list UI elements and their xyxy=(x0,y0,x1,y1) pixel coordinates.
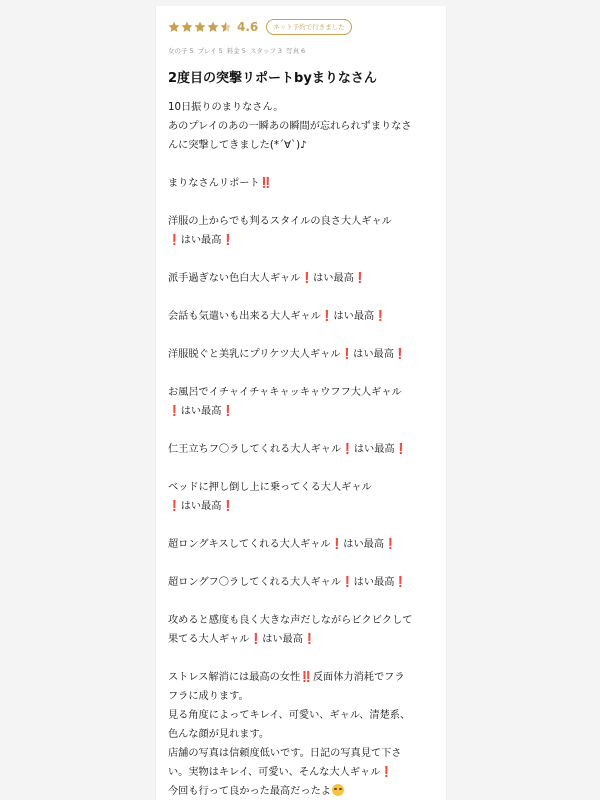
double-exclamation-icon: ‼️ xyxy=(300,672,313,683)
body-line: ベッドに押し倒し上に乗ってくる大人ギャル xyxy=(168,482,372,493)
body-line: はい最高 xyxy=(353,349,394,360)
review-body xyxy=(168,98,436,800)
paragraph-item-6 xyxy=(168,440,436,459)
exclamation-icon: ❗ xyxy=(300,273,314,284)
star-full-icon xyxy=(207,21,219,33)
body-line: 反面体力消耗でフラ xyxy=(312,672,405,683)
paragraph-item-1 xyxy=(168,212,436,250)
body-line: 色んな顔が見れます。 xyxy=(168,729,270,740)
exclamation-icon: ❗ xyxy=(340,577,354,588)
exclamation-icon: ❗ xyxy=(380,767,394,778)
double-exclamation-icon: ‼️ xyxy=(259,178,273,189)
review-title: 2度目の突撃リポートbyまりなさん xyxy=(168,71,377,86)
exclamation-icon: ❗ xyxy=(249,634,263,645)
paragraph-item-2 xyxy=(168,269,436,288)
body-line: 超ロングキスしてくれる大人ギャル xyxy=(168,539,331,550)
exclamation-icon: ❗ xyxy=(353,273,367,284)
body-line: 見る角度によってキレイ、可愛い、ギャル、清楚系、 xyxy=(168,710,411,721)
body-line: 洋服脱ぐと美乳にプリケツ大人ギャル xyxy=(168,349,341,360)
exclamation-icon: ❗ xyxy=(221,235,235,246)
paragraph-report-heading xyxy=(168,174,436,193)
exclamation-icon: ❗ xyxy=(221,501,235,512)
star-full-icon xyxy=(194,21,206,33)
exclamation-icon: ❗ xyxy=(302,634,316,645)
body-line: まりなさんリポート xyxy=(168,178,260,189)
star-full-icon xyxy=(181,21,193,33)
body-line: フラに成ります。 xyxy=(168,691,249,702)
exclamation-icon: ❗ xyxy=(374,311,387,322)
paragraph-item-7 xyxy=(168,478,436,516)
exclamation-icon: ❗ xyxy=(394,577,408,588)
body-line: 果てる大人ギャル xyxy=(168,634,250,645)
paragraph-item-3 xyxy=(168,307,436,326)
subscore-photo: 写真 6 xyxy=(285,47,306,55)
exclamation-icon: ❗ xyxy=(394,444,408,455)
paragraph-item-9 xyxy=(168,573,436,592)
body-line: 超ロングフ〇ラしてくれる大人ギャル xyxy=(168,577,341,588)
exclamation-icon: ❗ xyxy=(168,235,181,246)
exclamation-icon: ❗ xyxy=(168,501,181,512)
rating-row xyxy=(168,18,352,36)
body-line: 今回も行って良かった最高だったよ xyxy=(168,786,331,797)
exclamation-icon: ❗ xyxy=(393,349,407,360)
exclamation-icon: ❗ xyxy=(330,539,344,550)
star-rating xyxy=(168,21,233,33)
body-line: 洋服の上からでも判るスタイルの良さ大人ギャル xyxy=(168,216,392,227)
body-line: 会話も気遣いも出来る大人ギャル xyxy=(168,311,321,322)
body-line: 仁王立ちフ〇ラしてくれる大人ギャル xyxy=(168,444,342,455)
body-line: 店舗の写真は信頼度低いです。日記の写真見て下さ xyxy=(168,748,402,759)
exclamation-icon: ❗ xyxy=(340,349,354,360)
body-line: はい最高 xyxy=(180,235,222,246)
star-half-icon xyxy=(220,21,232,33)
paragraph-item-10 xyxy=(168,611,436,649)
star-full-icon xyxy=(168,21,180,33)
subscore-play: プレイ 5 xyxy=(197,47,223,55)
body-line: ストレス解消には最高の女性 xyxy=(168,672,301,683)
body-line: 攻めると感度も良く大きな声だしながらビクビクして xyxy=(168,615,413,626)
body-line: 派手過ぎない色白大人ギャル xyxy=(168,273,301,284)
exclamation-icon: ❗ xyxy=(384,539,397,550)
body-line: はい最高 xyxy=(313,273,354,284)
paragraph-item-5 xyxy=(168,383,436,421)
subscore-price: 料金 5 xyxy=(226,47,246,55)
body-line: あのプレイのあの一瞬あの瞬間が忘れられずまりなさ xyxy=(168,121,412,132)
body-line: はい最高 xyxy=(343,539,385,550)
review-card xyxy=(155,6,447,800)
body-line: はい最高 xyxy=(180,501,222,512)
crying-face-icon xyxy=(332,784,344,796)
paragraph-item-4 xyxy=(168,345,436,364)
rating-value: 4.6 xyxy=(237,20,259,34)
exclamation-icon: ❗ xyxy=(221,406,235,417)
body-line: はい最高 xyxy=(353,577,395,588)
body-line: はい最高 xyxy=(353,444,395,455)
paragraph-intro xyxy=(168,98,436,155)
subscore-girl: 女の子 5 xyxy=(168,47,194,55)
exclamation-icon: ❗ xyxy=(320,311,334,322)
paragraph-item-8 xyxy=(168,535,436,554)
paragraph-summary xyxy=(168,668,436,800)
exclamation-icon: ❗ xyxy=(341,444,354,455)
subscores xyxy=(168,46,309,55)
body-line: んに突撃してきました(*´∀`)♪ xyxy=(168,140,307,151)
body-line: はい最高 xyxy=(262,634,303,645)
body-line: はい最高 xyxy=(180,406,222,417)
body-line: はい最高 xyxy=(333,311,375,322)
body-line: い。実物はキレイ、可愛い、そんな大人ギャル xyxy=(168,767,381,778)
net-reservation-badge: ネット予約で行きました xyxy=(266,19,352,35)
body-line: お風呂でイチャイチャキャッキャウフフ大人ギャル xyxy=(168,387,402,398)
exclamation-icon: ❗ xyxy=(168,406,181,417)
body-line: 10日振りのまりなさん。 xyxy=(168,102,284,113)
subscore-staff: スタッフ 3 xyxy=(249,47,282,55)
